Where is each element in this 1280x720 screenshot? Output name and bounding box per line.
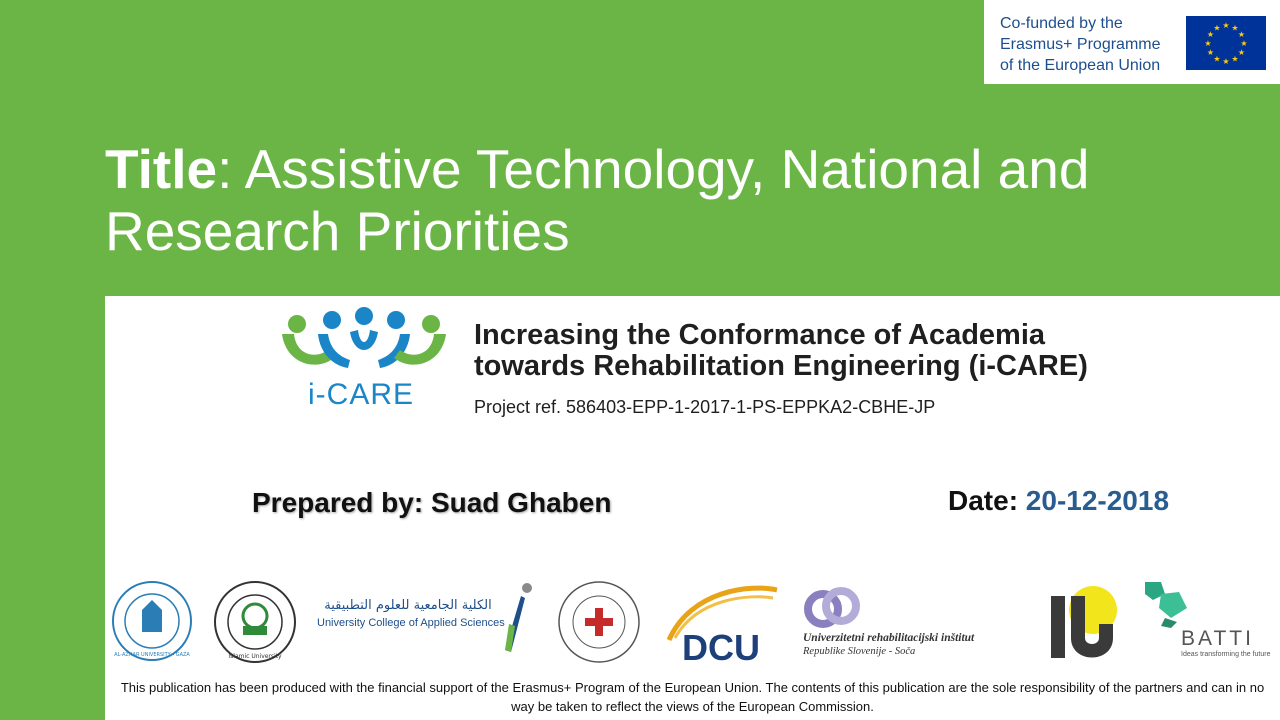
ucas-mark-icon — [501, 580, 535, 656]
medical-center-logo-icon — [557, 580, 641, 664]
ucas-english-name: University College of Applied Sciences — [317, 617, 505, 629]
left-band — [0, 296, 105, 720]
eu-flag-icon — [1186, 16, 1266, 70]
date-label: Date: — [948, 485, 1026, 516]
disclaimer-footer: This publication has been produced with the financial support of the Erasmus+ Program of the European Union. The contents of this publication are the sole responsibility of the partners and can in no way be taken to reflect the views of the European Commission. — [120, 680, 1265, 714]
project-title — [474, 320, 1088, 382]
svg-text:★: ★ — [1206, 48, 1215, 57]
svg-text:★: ★ — [1231, 54, 1239, 64]
svg-text:★: ★ — [1237, 30, 1246, 39]
uri-soca-logo-icon — [803, 584, 863, 634]
ucas-logo — [317, 598, 505, 644]
uri-soca-text — [803, 632, 1033, 657]
eu-line-3: of the European Union — [1000, 57, 1161, 74]
project-title-line-1: Increasing the Conformance of Academia — [474, 319, 1046, 351]
iug-logo-text: Islamic University — [228, 653, 282, 660]
uri-soca-line-2: Republike Slovenije - Soča — [803, 646, 916, 657]
title-text: : Assistive Technology, National and Research Priorities — [105, 138, 1090, 262]
project-title-line-2: towards Rehabilitation Engineering (i-CARE) — [474, 350, 1088, 382]
al-azhar-logo-text: AL-AZHAR UNIVERSITY - GAZA — [114, 652, 190, 658]
prepared-by: Prepared by: Suad Ghaben — [252, 487, 612, 518]
date-line — [948, 485, 1169, 517]
svg-text:★: ★ — [1240, 39, 1248, 48]
iu-logo-icon — [1049, 584, 1121, 660]
eu-cofunded-text — [1000, 13, 1176, 76]
al-azhar-logo-icon — [111, 580, 193, 662]
svg-text:★: ★ — [1222, 21, 1230, 30]
uri-soca-line-1: Univerzitetni rehabilitacijski inštitut — [803, 632, 975, 644]
svg-text:★: ★ — [1231, 23, 1239, 33]
eu-line-1: Co-funded by the — [1000, 15, 1123, 32]
svg-text:★: ★ — [1204, 39, 1212, 48]
iug-logo-icon — [213, 580, 297, 664]
batti-logo-icon — [1141, 578, 1193, 628]
project-reference: Project ref. 586403-EPP-1-2017-1-PS-EPPKA2-CBHE-JP — [474, 397, 936, 417]
batti-name: BATTI — [1181, 627, 1254, 650]
slide-title — [105, 138, 1255, 262]
icare-logo-text: i-CARE — [308, 378, 415, 411]
partner-logos — [105, 576, 1280, 668]
batti-tagline: Ideas transforming the future — [1181, 651, 1271, 658]
title-prefix: Title — [105, 138, 218, 200]
svg-text:★: ★ — [1206, 30, 1215, 39]
ucas-arabic-name: الكلية الجامعية للعلوم التطبيقية — [324, 598, 492, 613]
svg-text:★: ★ — [1237, 48, 1246, 57]
svg-text:★: ★ — [1213, 54, 1221, 64]
batti-text — [1181, 628, 1280, 658]
date-value: 20-12-2018 — [1025, 485, 1170, 516]
dcu-logo-icon — [661, 580, 781, 664]
dcu-logo-text: DCU — [682, 627, 760, 664]
eu-line-2: Erasmus+ Programme — [1000, 36, 1161, 53]
svg-text:★: ★ — [1222, 57, 1230, 66]
svg-text:★: ★ — [1213, 23, 1221, 33]
